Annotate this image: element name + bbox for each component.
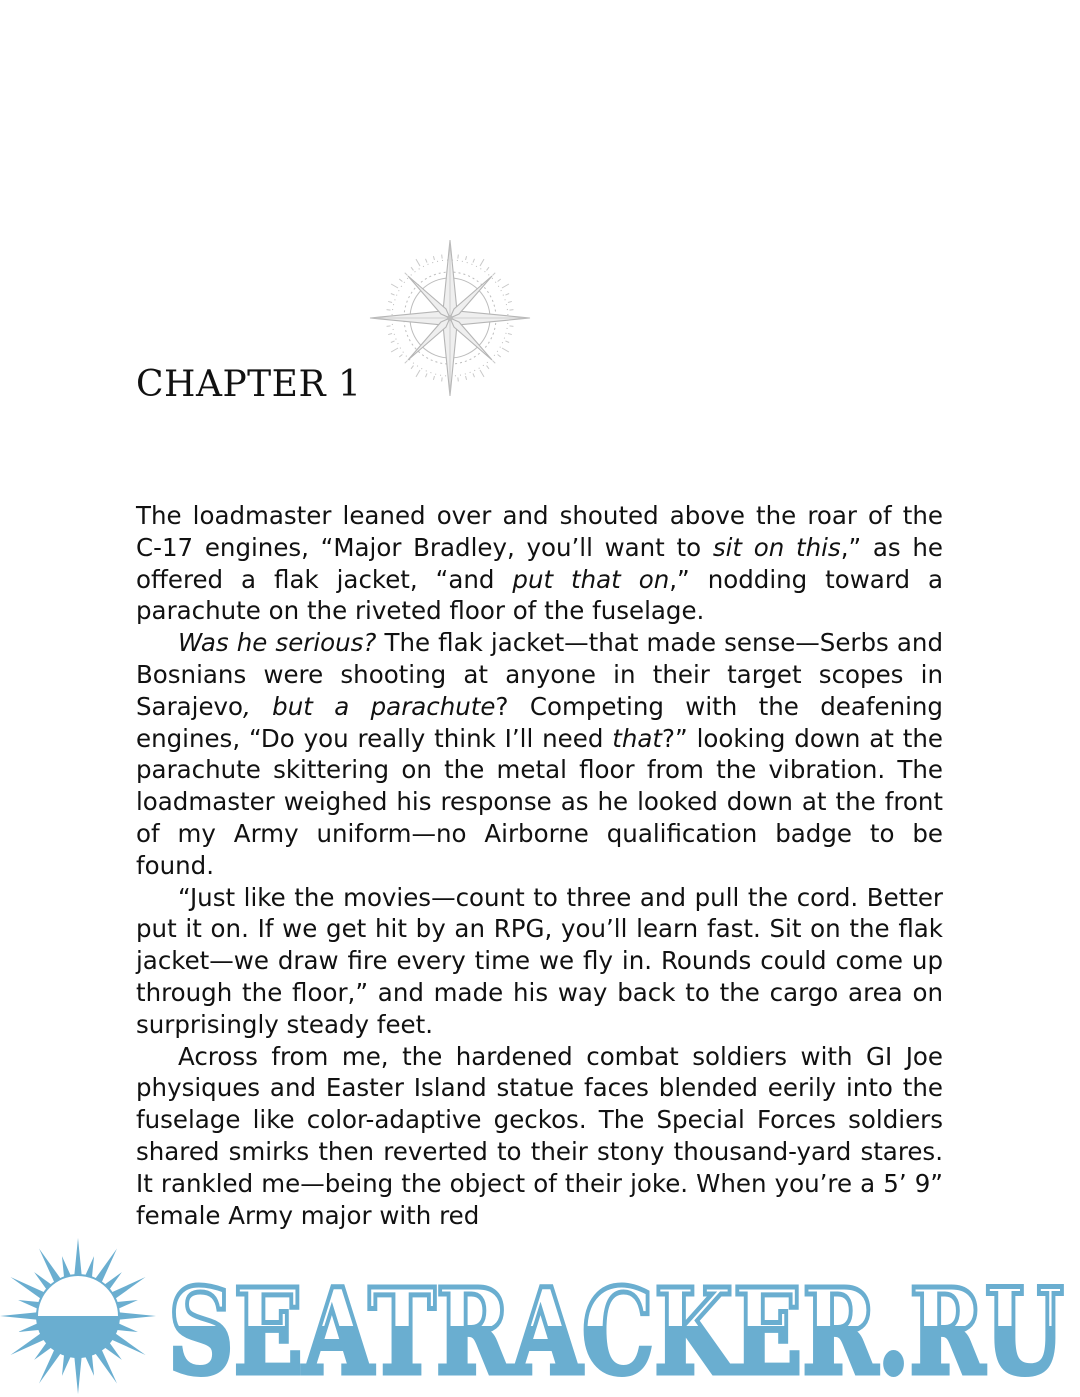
italic-text: , but a parachute [243, 691, 496, 721]
paragraph [136, 882, 943, 1041]
text-run: “Just like the movies—count to three and pull the cord. Better put it on. If we get hit by an RPG, you’ll learn fast. Sit on the flak jacket—we draw fire every time we fly in. Rounds could come up through the floor,” and made his way back to the cargo area on surprisingly steady feet. [136, 882, 943, 1039]
italic-text: Was he serious? [178, 628, 377, 658]
watermark-logo [0, 1236, 1080, 1397]
text-run: ?” looking down at the parachute skittering on the metal floor from the vibration. The loadmaster weighed his response as he looked down at the front of my Army uniform—no Airborne qualification badge to be found. [136, 723, 943, 880]
text-run: ,” as he offered a flak jacket, “and [136, 532, 944, 594]
compass-rose-icon [368, 240, 532, 396]
text-run: Across from me, the hardened combat soldiers with GI Joe physiques and Easter Island statue faces blended eerily into the fuselage like color-adaptive geckos. The Special Forces soldiers shared smirks then reverted to their stony thousand-yard stares. It rankled me—being the object of their joke. When you’re a 5’ 9” female Army major with red [136, 1041, 943, 1230]
italic-text: put that on [512, 564, 670, 594]
paragraph [136, 500, 943, 627]
text-run: ? Competing with the deafening engines, “Do you really think I’ll need [136, 691, 943, 753]
text-run: The loadmaster leaned over and shouted above the roar of the C-17 engines, “Major Bradley, you’ll want to [136, 501, 943, 562]
sun-icon [0, 1238, 156, 1394]
italic-text: sit on this [712, 532, 841, 562]
chapter-title: CHAPTER 1 [136, 364, 362, 405]
paragraph [136, 1041, 943, 1232]
chapter-body [136, 500, 943, 1231]
watermark-text: SEATRACKER.RU [168, 1262, 1064, 1397]
italic-text: that [612, 723, 663, 753]
text-run: The flak jacket—that made sense—Serbs and Bosnians were shooting at anyone in their target scopes in Sarajevo [136, 628, 943, 721]
text-run: ,” nodding toward a parachute on the riveted floor of the fuselage. [136, 564, 943, 626]
paragraph [136, 627, 943, 881]
